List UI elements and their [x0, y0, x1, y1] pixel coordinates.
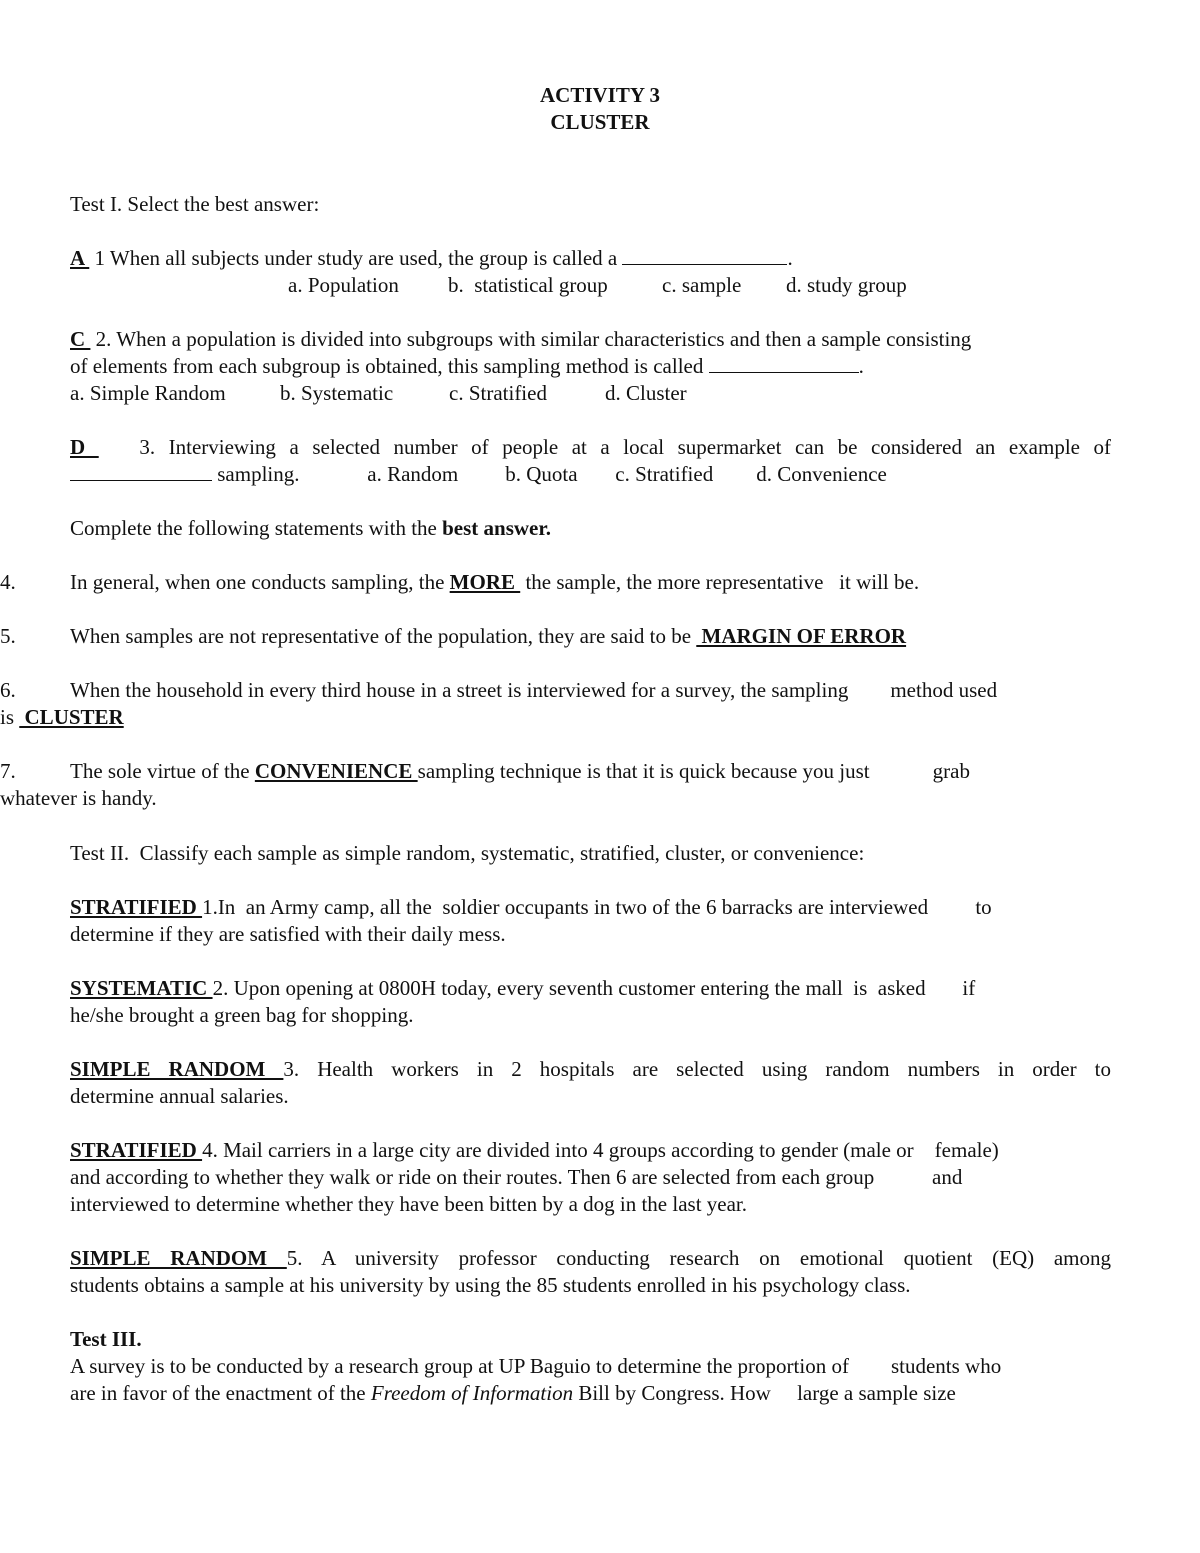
- q3-option-a: a. Random: [367, 462, 459, 486]
- q2-option-c: c. Stratified: [449, 381, 547, 405]
- item6-line1: When the household in every third house in a street is interviewed for a survey, the sampling method used: [70, 678, 998, 702]
- q2-option-d: d. Cluster: [605, 381, 687, 405]
- q3-option-d: d. Convenience: [756, 462, 887, 486]
- item5-pre: When samples are not representative of the population, they are said to be: [70, 624, 697, 648]
- test3-line1: A survey is to be conducted by a research group at UP Baguio to determine the proportion of students who: [70, 1354, 1002, 1378]
- item6-line2: [0, 704, 124, 731]
- item4-text: [70, 569, 919, 596]
- document-title: ACTIVITY 3: [540, 83, 660, 107]
- q2-text-2: of elements from each subgroup is obtained, this sampling method is called: [70, 354, 704, 378]
- q2-end: .: [858, 354, 864, 378]
- q3-line2: [70, 461, 887, 488]
- item5-answer: MARGIN OF ERROR: [696, 624, 907, 648]
- complete-intro-text: Complete the following statements with the: [70, 516, 443, 540]
- test3-line2-post: Bill by Congress. How large a sample size: [573, 1381, 956, 1405]
- q2-answer: C: [70, 327, 91, 351]
- item6-line2-pre: is: [0, 705, 20, 729]
- t2-item3-answer: SIMPLE RANDOM: [70, 1057, 284, 1081]
- t2-item2-text: 2. Upon opening at 0800H today, every seventh customer entering the mall is asked if: [212, 976, 976, 1000]
- q2-option-b: b. Systematic: [280, 381, 394, 405]
- t2-item1-line2: determine if they are satisfied with their daily mess.: [70, 922, 506, 946]
- t2-item5-answer: SIMPLE RANDOM: [70, 1246, 287, 1270]
- q3-text-2: sampling.: [217, 462, 300, 486]
- item7-line2: whatever is handy.: [0, 786, 157, 810]
- q2-line1: [70, 326, 971, 353]
- item4-number: 4.: [0, 570, 16, 594]
- t2-item2-line2: he/she brought a green bag for shopping.: [70, 1003, 414, 1027]
- q3-answer: D: [70, 435, 99, 459]
- t2-item4-answer: STRATIFIED: [70, 1138, 203, 1162]
- q2-options: [70, 380, 687, 407]
- item6-number: 6.: [0, 678, 16, 702]
- q1-end: .: [787, 246, 793, 270]
- t2-item5-text: 5. A university professor conducting research on emotional quotient (EQ) among: [286, 1246, 1111, 1270]
- q3-option-b: b. Quota: [505, 462, 578, 486]
- item4-answer: MORE: [449, 570, 521, 594]
- t2-item1-answer: STRATIFIED: [70, 895, 203, 919]
- test3-line2: [70, 1380, 956, 1407]
- document-subtitle: CLUSTER: [550, 110, 650, 134]
- q2-blank: [709, 354, 859, 373]
- q3-option-c: c. Stratified: [615, 462, 714, 486]
- item7-pre: The sole virtue of the: [70, 759, 255, 783]
- q1-option-b: b. statistical group: [448, 273, 608, 297]
- test3-line2-italic: Freedom of Information: [370, 1381, 574, 1405]
- item7-post: sampling technique is that it is quick because you just grab: [417, 759, 970, 783]
- q2-line2: [70, 353, 864, 380]
- item4-post: the sample, the more representative it will be.: [520, 570, 920, 594]
- test3-line2-pre: are in favor of the enactment of the: [70, 1381, 371, 1405]
- test1-heading: Test I. Select the best answer:: [70, 192, 320, 216]
- q3-text-1: 3. Interviewing a selected number of people at a local supermarket can be considered an example of: [139, 435, 1112, 459]
- test3-heading: Test III.: [70, 1327, 142, 1351]
- t2-item2-answer: SYSTEMATIC: [70, 976, 213, 1000]
- t2-item1-line1: [70, 894, 992, 921]
- t2-item4-line1: [70, 1137, 999, 1164]
- q1-text: 1 When all subjects under study are used, the group is called a: [94, 246, 618, 270]
- q2-text-1: 2. When a population is divided into subgroups with similar characteristics and then a sample consisting: [95, 327, 972, 351]
- item5-number: 5.: [0, 624, 16, 648]
- test2-heading: Test II. Classify each sample as simple random, systematic, stratified, cluster, or convenience:: [70, 841, 865, 865]
- t2-item5-line2: students obtains a sample at his university by using the 85 students enrolled in his psychology class.: [70, 1273, 911, 1297]
- q3-blank: [70, 462, 212, 481]
- t2-item3-line1: [70, 1056, 1111, 1083]
- q1-line: [70, 245, 793, 272]
- item7-line1: [70, 758, 970, 785]
- q3-line1: [70, 434, 1111, 461]
- t2-item2-line1: [70, 975, 975, 1002]
- t2-item1-text: 1.In an Army camp, all the soldier occupants in two of the 6 barracks are interviewed to: [202, 895, 992, 919]
- t2-item4-text: 4. Mail carriers in a large city are divided into 4 groups according to gender (male or female): [202, 1138, 999, 1162]
- t2-item5-line1: [70, 1245, 1111, 1272]
- q1-option-c: c. sample: [662, 273, 742, 297]
- item6-answer: CLUSTER: [19, 705, 124, 729]
- q2-option-a: a. Simple Random: [70, 381, 226, 405]
- q1-answer: A: [70, 246, 90, 270]
- q1-blank: [622, 246, 787, 265]
- item7-number: 7.: [0, 759, 16, 783]
- complete-intro: [70, 515, 551, 542]
- t2-item3-line2: determine annual salaries.: [70, 1084, 289, 1108]
- q1-options: [288, 272, 907, 299]
- item4-pre: In general, when one conducts sampling, the: [70, 570, 450, 594]
- t2-item4-line2: and according to whether they walk or ride on their routes. Then 6 are selected from each group and: [70, 1165, 963, 1189]
- t2-item4-line3: interviewed to determine whether they have been bitten by a dog in the last year.: [70, 1192, 748, 1216]
- item7-answer: CONVENIENCE: [254, 759, 418, 783]
- q1-option-d: d. study group: [786, 273, 907, 297]
- item5-text: [70, 623, 906, 650]
- t2-item3-text: 3. Health workers in 2 hospitals are selected using random numbers in order to: [283, 1057, 1111, 1081]
- complete-intro-bold: best answer.: [442, 516, 552, 540]
- q1-option-a: a. Population: [288, 273, 399, 297]
